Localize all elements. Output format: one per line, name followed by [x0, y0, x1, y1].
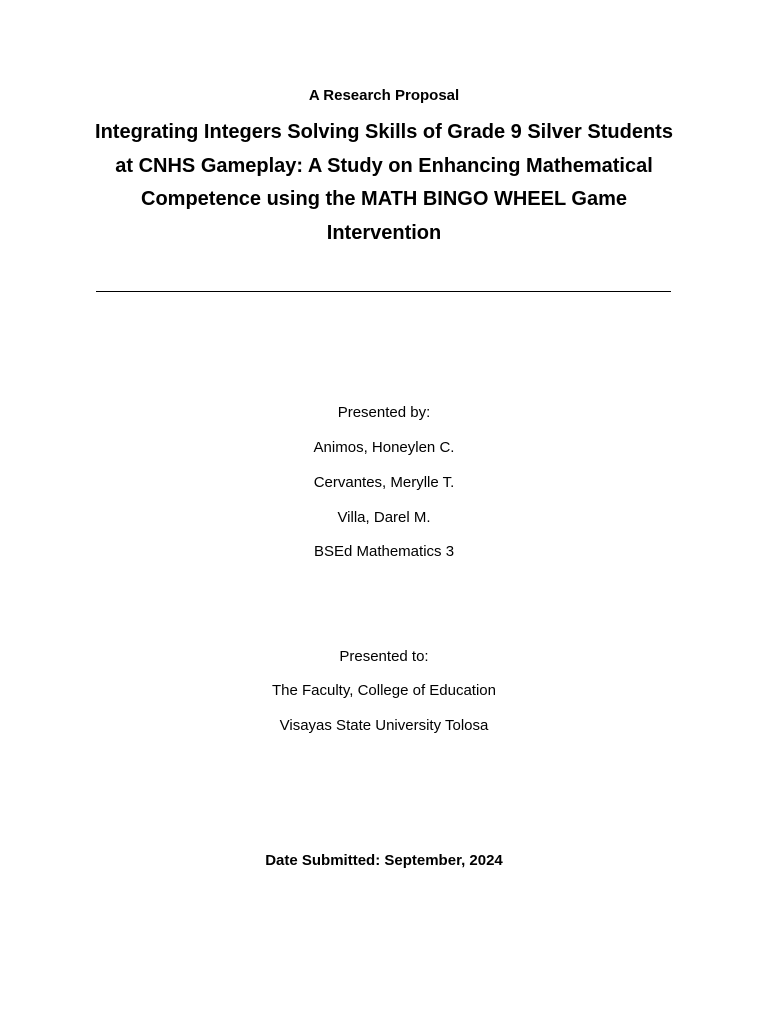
- date-submitted: Date Submitted: September, 2024: [265, 852, 503, 869]
- presented-to-heading: Presented to:: [339, 648, 429, 665]
- document-title: Integrating Integers Solving Skills of Grade 9 Silver Students at CNHS Gameplay: A Study on Enhancing Mathematical Competence using the MATH BINGO WHEEL Game Intervention: [95, 121, 673, 245]
- author-name: Villa, Darel M.: [337, 509, 431, 526]
- title-divider: [96, 291, 671, 292]
- program-name: BSEd Mathematics 3: [313, 543, 455, 560]
- presented-by-heading: Presented by:: [337, 404, 431, 421]
- author-name: Animos, Honeylen C.: [313, 439, 455, 456]
- author-name: Cervantes, Merylle T.: [313, 474, 455, 491]
- document-subtitle: A Research Proposal: [308, 87, 460, 104]
- institution-name: Visayas State University Tolosa: [279, 717, 489, 734]
- audience-name: The Faculty, College of Education: [271, 682, 496, 699]
